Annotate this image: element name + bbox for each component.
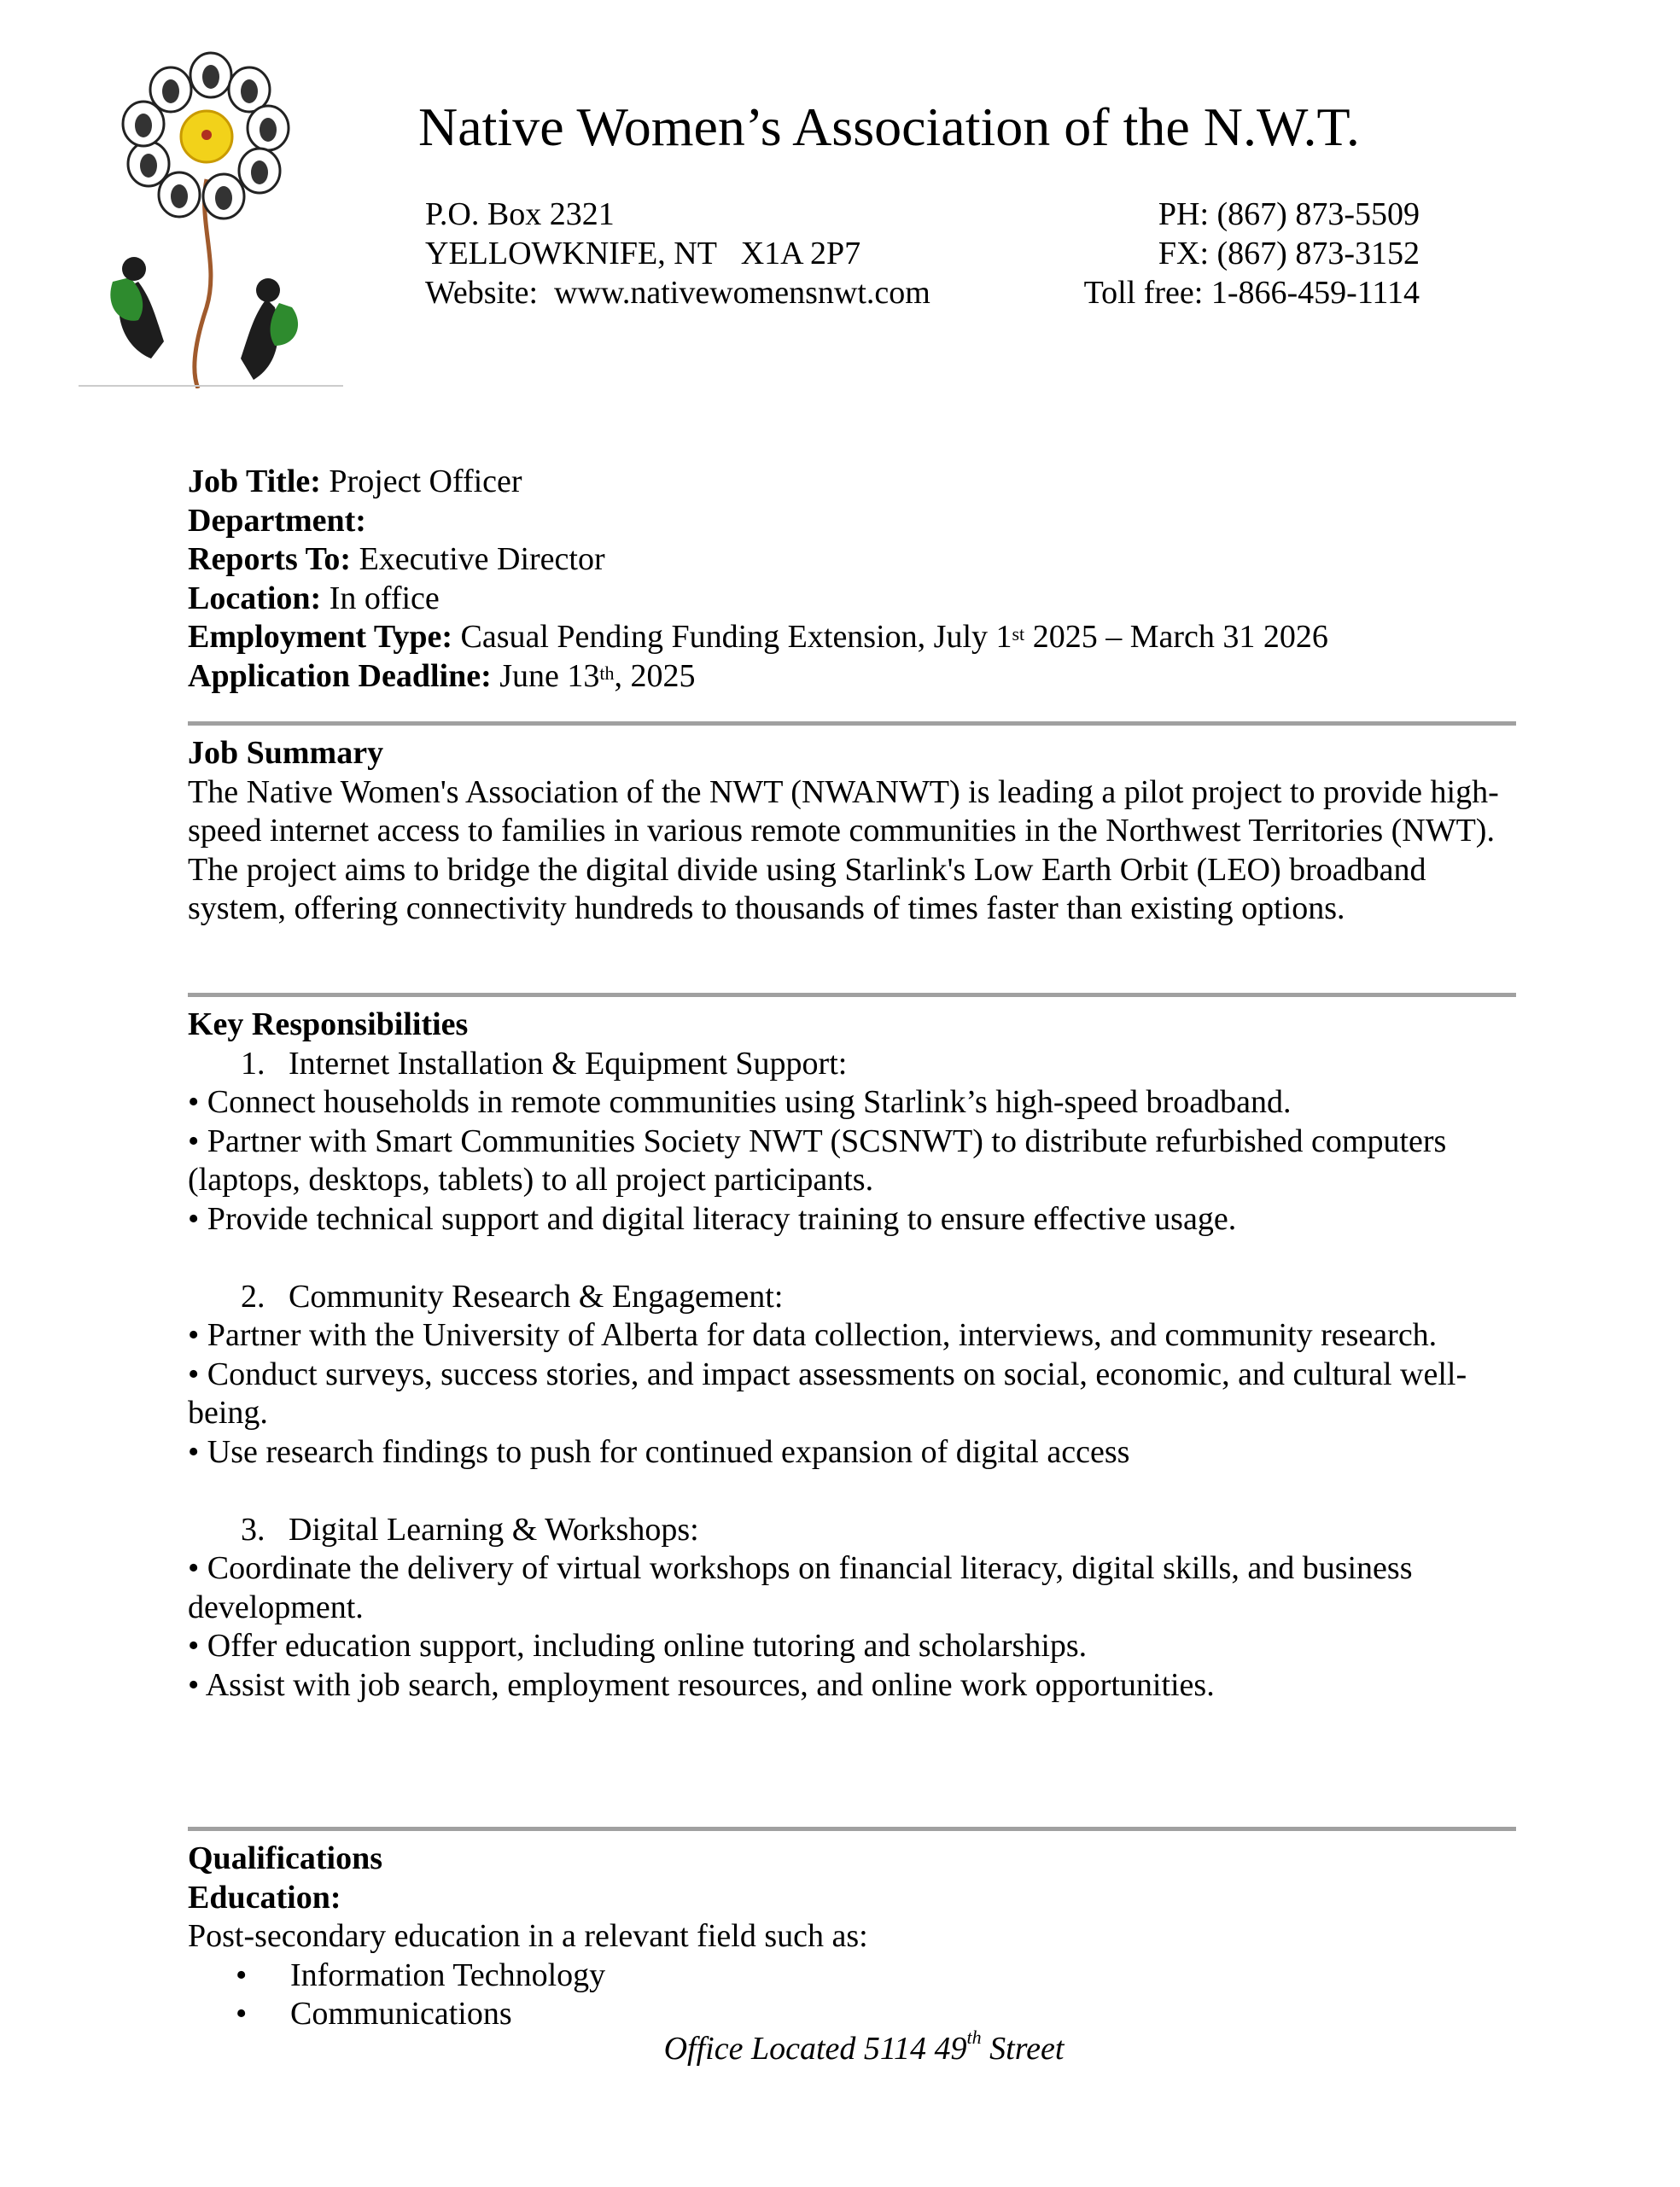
responsibility-section-title: 1. Internet Installation & Equipment Support:: [241, 1045, 848, 1082]
list-item: • Use research findings to push for continued expansion of digital access: [188, 1433, 1130, 1470]
job-details: [188, 463, 1520, 696]
list-item: • Assist with job search, employment resources, and online work opportunities.: [188, 1666, 1215, 1703]
footer-text: Street: [981, 2031, 1065, 2067]
toll-free-line: Toll free: 1-866-459-1114: [1083, 275, 1420, 311]
field-label: Department:: [188, 502, 366, 539]
section-divider: [188, 993, 1516, 997]
address-line: P.O. Box 2321: [425, 196, 615, 232]
superscript: th: [966, 2027, 982, 2048]
field-value: Project Officer: [320, 464, 522, 499]
summary-paragraph: The Native Women's Association of the NWT (NWANWT) is leading a pilot project to provide high-speed internet access to families in various remote communities in the Northwest Territories (NWT). The project aims to bridge the digital divide using Starlink's Low Earth Orbit (LEO) broadband system, offering connectivity hundreds to thousands of times faster than existing options.: [188, 773, 1499, 926]
section-heading: Key Responsibilities: [188, 1006, 469, 1042]
field-label: Employment Type:: [188, 619, 452, 655]
section-divider: [188, 721, 1516, 726]
education-label: Education:: [188, 1879, 341, 1916]
section-divider: [188, 1827, 1516, 1831]
list-item: • Communications: [236, 1995, 1520, 2034]
responsibility-section-title: 3. Digital Learning & Workshops:: [241, 1511, 699, 1548]
footer-text: Office Located 5114 49: [663, 2031, 967, 2067]
job-title-field: [188, 463, 1520, 502]
website-line: Website: www.nativewomensnwt.com: [425, 275, 930, 311]
address-line: YELLOWKNIFE, NT X1A 2P7: [425, 236, 861, 271]
education-field-list: [188, 1957, 1520, 2034]
list-item: • Connect households in remote communities using Starlink’s high-speed broadband.: [188, 1084, 1292, 1120]
list-item: • Partner with Smart Communities Society NWT (SCSNWT) to distribute refurbished computers (laptops, desktops, tablets) to all project participants.: [188, 1123, 1447, 1198]
job-summary: [188, 734, 1520, 929]
page-footer: [0, 2027, 1680, 2067]
contact-block: [1084, 195, 1420, 312]
list-item: • Coordinate the delivery of virtual workshops on financial literacy, digital skills, and business development.: [188, 1550, 1413, 1625]
fax-line: FX: (867) 873-3152: [1158, 236, 1420, 271]
field-label: Location:: [188, 580, 322, 616]
field-value: June 13: [491, 657, 600, 694]
education-text: Post-secondary education in a relevant field such as:: [188, 1918, 868, 1954]
responsibility-section-title: 2. Community Research & Engagement:: [241, 1278, 784, 1315]
list-item: • Offer education support, including online tutoring and scholarships.: [188, 1628, 1088, 1664]
superscript: th: [599, 662, 615, 684]
section-heading: Qualifications: [188, 1840, 383, 1876]
department-field: [188, 502, 1520, 541]
list-item: • Partner with the University of Alberta for data collection, interviews, and community research.: [188, 1317, 1438, 1353]
field-value: 2025 – March 31 2026: [1024, 619, 1328, 655]
field-value: Executive Director: [351, 541, 605, 577]
list-item: • Conduct surveys, success stories, and impact assessments on social, economic, and cultural well-being.: [188, 1356, 1467, 1431]
list-item: • Information Technology: [236, 1957, 1520, 1996]
field-label: Reports To:: [188, 541, 352, 577]
location-field: [188, 580, 1520, 619]
field-value: , 2025: [614, 657, 696, 694]
employment-type-field: [188, 618, 1520, 657]
organization-logo: [70, 51, 352, 388]
qualifications: [188, 1840, 1520, 2034]
reports-to-field: [188, 540, 1520, 580]
organization-name: Native Women’s Association of the N.W.T.: [418, 96, 1360, 157]
key-responsibilities: [188, 1006, 1520, 1705]
address-block: [425, 195, 930, 312]
phone-line: PH: (867) 873-5509: [1158, 196, 1420, 232]
field-label: Application Deadline:: [188, 657, 492, 694]
field-label: Job Title:: [188, 464, 321, 499]
deadline-field: [188, 657, 1520, 697]
field-value: In office: [321, 580, 440, 616]
list-item: • Provide technical support and digital literacy training to ensure effective usage.: [188, 1200, 1237, 1237]
section-heading: Job Summary: [188, 735, 384, 771]
superscript: st: [1012, 623, 1025, 644]
field-value: Casual Pending Funding Extension, July 1: [452, 619, 1012, 655]
